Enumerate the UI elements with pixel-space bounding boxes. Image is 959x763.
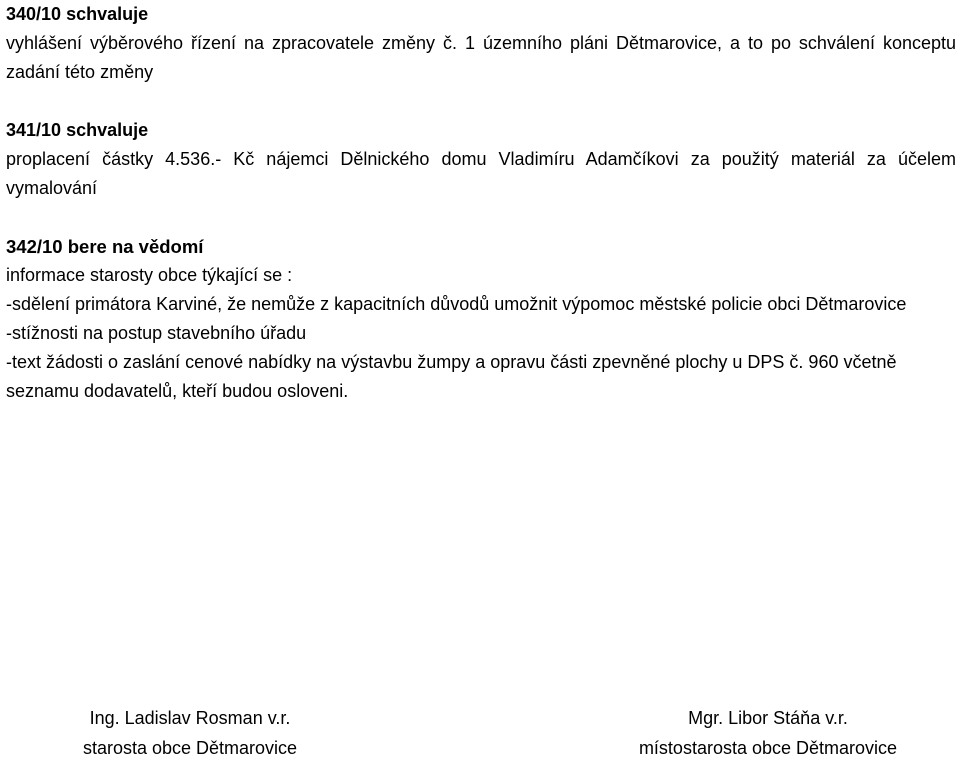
resolution-verb: bere na vědomí <box>67 236 204 257</box>
resolution-point: -stížnosti na postup stavebního úřadu <box>6 323 307 343</box>
resolution-340 <box>6 0 956 87</box>
resolution-point: -text žádosti o zaslání cenové nabídky na výstavbu žumpy a opravu části zpevněné plochy u DPS č. 960 včetně seznamu dodavatelů, kteří budou osloveni. <box>6 352 897 401</box>
spacer <box>6 87 956 116</box>
resolution-number: 342/10 <box>6 236 63 257</box>
resolution-verb: schvaluje <box>66 4 149 24</box>
resolution-341 <box>6 116 956 203</box>
document-body <box>6 0 956 406</box>
resolution-number: 340/10 <box>6 4 62 24</box>
signature-left <box>40 703 340 763</box>
resolution-342 <box>6 232 956 406</box>
signature-name: Ing. Ladislav Rosman v.r. <box>89 708 291 728</box>
resolution-heading <box>6 0 956 29</box>
signature-role: starosta obce Dětmarovice <box>82 738 298 758</box>
resolution-heading <box>6 232 956 261</box>
resolution-heading <box>6 116 956 145</box>
spacer <box>6 203 956 232</box>
resolution-number: 341/10 <box>6 120 62 140</box>
resolution-text: vyhlášení výběrového řízení na zpracovatele změny č. 1 územního pláni Dětmarovice, a to po schválení konceptu zadání této změny <box>6 33 956 82</box>
signature-role: místostarosta obce Dětmarovice <box>638 738 898 758</box>
signature-right <box>603 703 933 763</box>
signature-name: Mgr. Libor Stáňa v.r. <box>688 708 848 728</box>
resolution-verb: schvaluje <box>66 120 149 140</box>
resolution-text: proplacení částky 4.536.- Kč nájemci Dělnického domu Vladimíru Adamčíkovi za použitý materiál za účelem vymalování <box>6 149 956 198</box>
resolution-intro: informace starosty obce týkající se : <box>6 265 293 285</box>
resolution-point: -sdělení primátora Karviné, že nemůže z kapacitních důvodů umožnit výpomoc městské policie obci Dětmarovice <box>6 294 907 314</box>
